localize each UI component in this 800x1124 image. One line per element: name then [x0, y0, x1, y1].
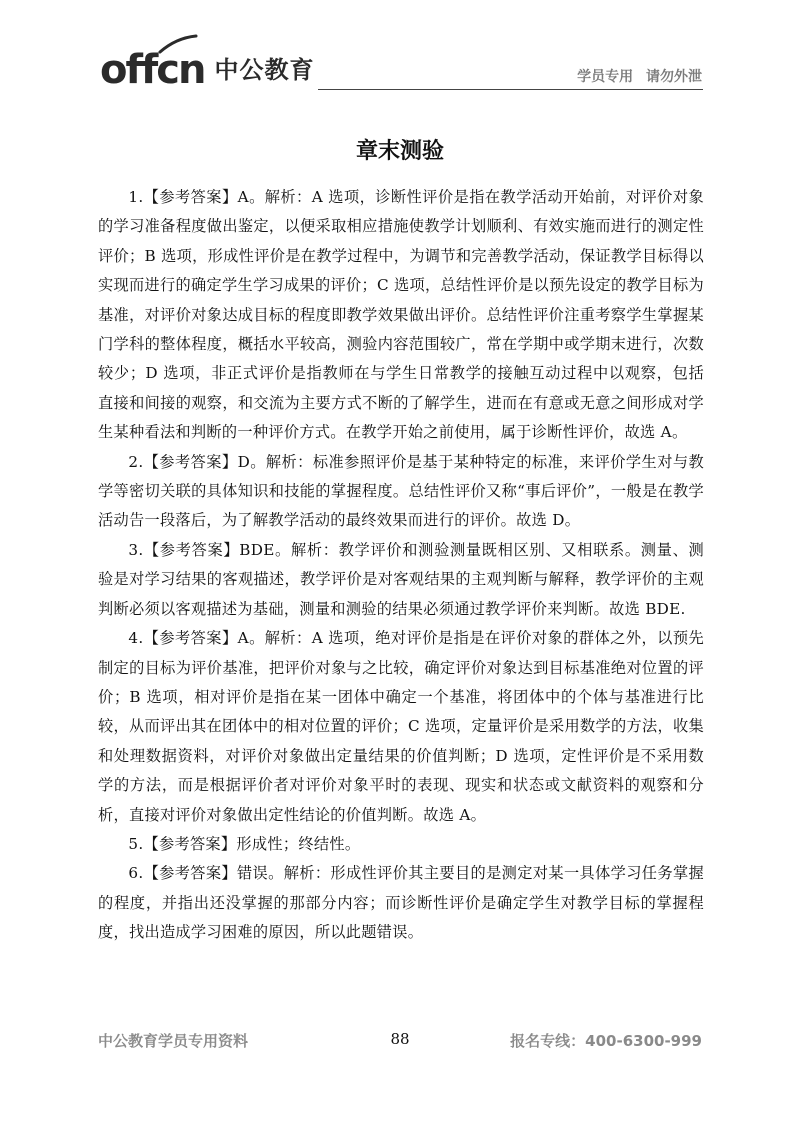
- answer-paragraph-2: 2.【参考答案】D。解析：标准参照评价是基于某种特定的标准，来评价学生对与教学等密切关联的具体知识和技能的掌握程度。总结性评价又称“事后评价”，一般是在教学活动告一段落后，为了解教学活动的最终效果而进行的评价。故选 D。: [98, 452, 704, 530]
- footer-material-label: 中公教育学员专用资料: [98, 1032, 249, 1050]
- answer-content: [98, 183, 704, 948]
- header-confidential-note: 学员专用 请勿外泄: [577, 69, 702, 85]
- answer-paragraph-5: 5.【参考答案】形成性；终结性。: [128, 834, 361, 853]
- page-title: 章末测验: [355, 139, 444, 164]
- answer-paragraph-6: 6.【参考答案】错误。解析：形成性评价其主要目的是测定对某一具体学习任务掌握的程度，并指出还没掌握的那部分内容；而诊断性评价是确定学生对教学目标的掌握程度，找出造成学习困难的原因，所以此题错误。: [98, 864, 704, 942]
- logo-wordmark: offcn: [100, 47, 205, 93]
- offcn-logo: [100, 38, 314, 94]
- page-header: [0, 0, 800, 100]
- logo-swoosh-icon: [158, 34, 198, 54]
- page-number: 88: [390, 1030, 410, 1048]
- answer-paragraph-4: 4.【参考答案】A。解析：A 选项，绝对评价是指是在评价对象的群体之外，以预先制定的目标为评价基准，把评价对象与之比较，确定评价对象达到目标基准绝对位置的评价；B 选项，相对评价是指在某一团体中确定一个基准，将团体中的个体与基准进行比较，从而评出其在团体中的相对位置的评价；C 选项，定量评价是采用数学的方法，收集和处理数据资料，对评价对象做出定量结果的价值判断；D 选项，定性评价是不采用数学的方法，而是根据评价者对评价对象平时的表现、现实和状态或文献资料的观察和分析，直接对评价对象做出定性结论的价值判断。故选 A。: [98, 629, 704, 824]
- answer-paragraph-3: 3.【参考答案】BDE。解析：教学评价和测验测量既相区别、又相联系。测量、测验是对学习结果的客观描述，教学评价是对客观结果的主观判断与解释，教学评价的主观判断必须以客观描述为基础，测量和测验的结果必须通过教学评价来判断。故选 BDE.: [98, 540, 704, 618]
- logo-chinese-name: 中公教育: [214, 56, 315, 84]
- page-footer: [0, 1030, 800, 1060]
- answer-paragraph-1: 1.【参考答案】A。解析：A 选项，诊断性评价是指在教学活动开始前，对评价对象的学习准备程度做出鉴定，以便采取相应措施使教学计划顺利、有效实施而进行的测定性评价；B 选项，形成性评价是在教学过程中，为调节和完善教学活动，保证教学目标得以实现而进行的确定学生学习成果的评价；C 选项，总结性评价是以预先设定的教学目标为基准，对评价对象达成目标的程度即教学效果做出评价。总结性评价注重考察学生掌握某门学科的整体程度，概括水平较高，测验内容范围较广，常在学期中或学期末进行，次数较少；D 选项，非正式评价是指教师在与学生日常教学的接触互动过程中以观察，包括直接和间接的观察，和交流为主要方式不断的了解学生，进而在有意或无意之间形成对学生某种看法和判断的一种评价方式。在教学开始之前使用，属于诊断性评价，故选 A。: [98, 188, 704, 442]
- footer-hotline: 报名专线：400-6300-999: [510, 1032, 702, 1050]
- header-divider: [318, 89, 703, 90]
